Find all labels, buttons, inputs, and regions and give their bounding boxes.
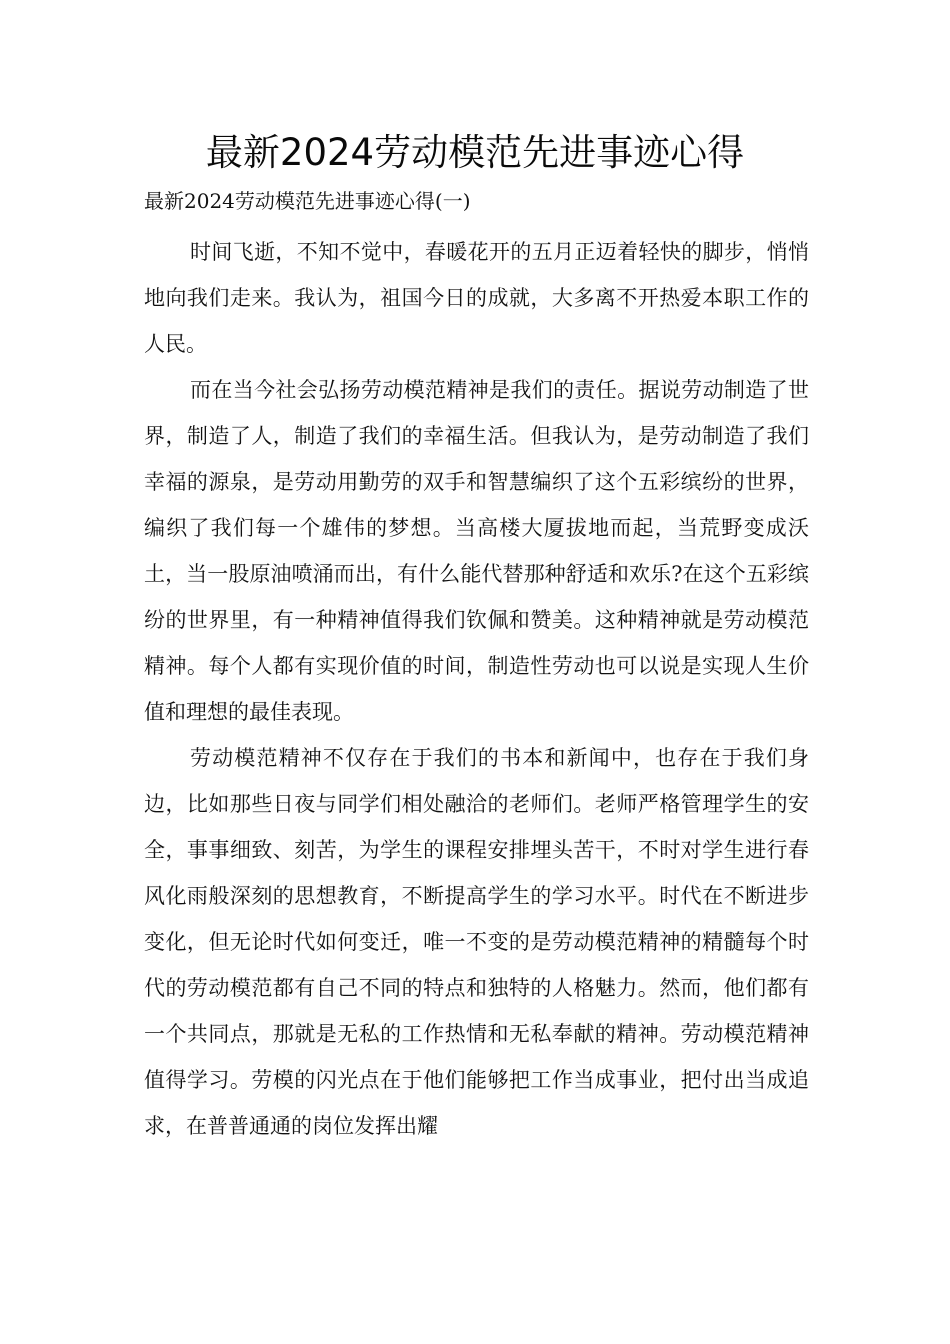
document-body — [144, 229, 809, 1149]
paragraph-2: 而在当今社会弘扬劳动模范精神是我们的责任。据说劳动制造了世界，制造了人，制造了我们的幸福生活。但我认为，是劳动制造了我们幸福的源泉，是劳动用勤劳的双手和智慧编织了这个五彩缤纷的世界，编织了我们每一个雄伟的梦想。当高楼大厦拔地而起，当荒野变成沃土，当一股原油喷涌而出，有什么能代替那种舒适和欢乐?在这个五彩缤纷的世界里，有一种精神值得我们钦佩和赞美。这种精神就是劳动模范精神。每个人都有实现价值的时间，制造性劳动也可以说是实现人生价值和理想的最佳表现。 — [144, 378, 809, 724]
paragraph-1: 时间飞逝，不知不觉中，春暖花开的五月正迈着轻快的脚步，悄悄地向我们走来。我认为，祖国今日的成就，大多离不开热爱本职工作的人民。 — [144, 240, 809, 356]
paragraph-3: 劳动模范精神不仅存在于我们的书本和新闻中，也存在于我们身边，比如那些日夜与同学们相处融洽的老师们。老师严格管理学生的安全，事事细致、刻苦，为学生的课程安排埋头苦干，不时对学生进行春风化雨般深刻的思想教育，不断提高学生的学习水平。时代在不断进步变化，但无论时代如何变迁，唯一不变的是劳动模范精神的精髓每个时代的劳动模范都有自己不同的特点和独特的人格魅力。然而，他们都有一个共同点，那就是无私的工作热情和无私奉献的精神。劳动模范精神值得学习。劳模的闪光点在于他们能够把工作当成事业，把付出当成追求，在普普通通的岗位发挥出耀 — [144, 746, 809, 1138]
document-subtitle: 最新2024劳动模范先进事迹心得(一) — [144, 189, 471, 213]
document-title: 最新2024劳动模范先进事迹心得 — [205, 131, 745, 174]
